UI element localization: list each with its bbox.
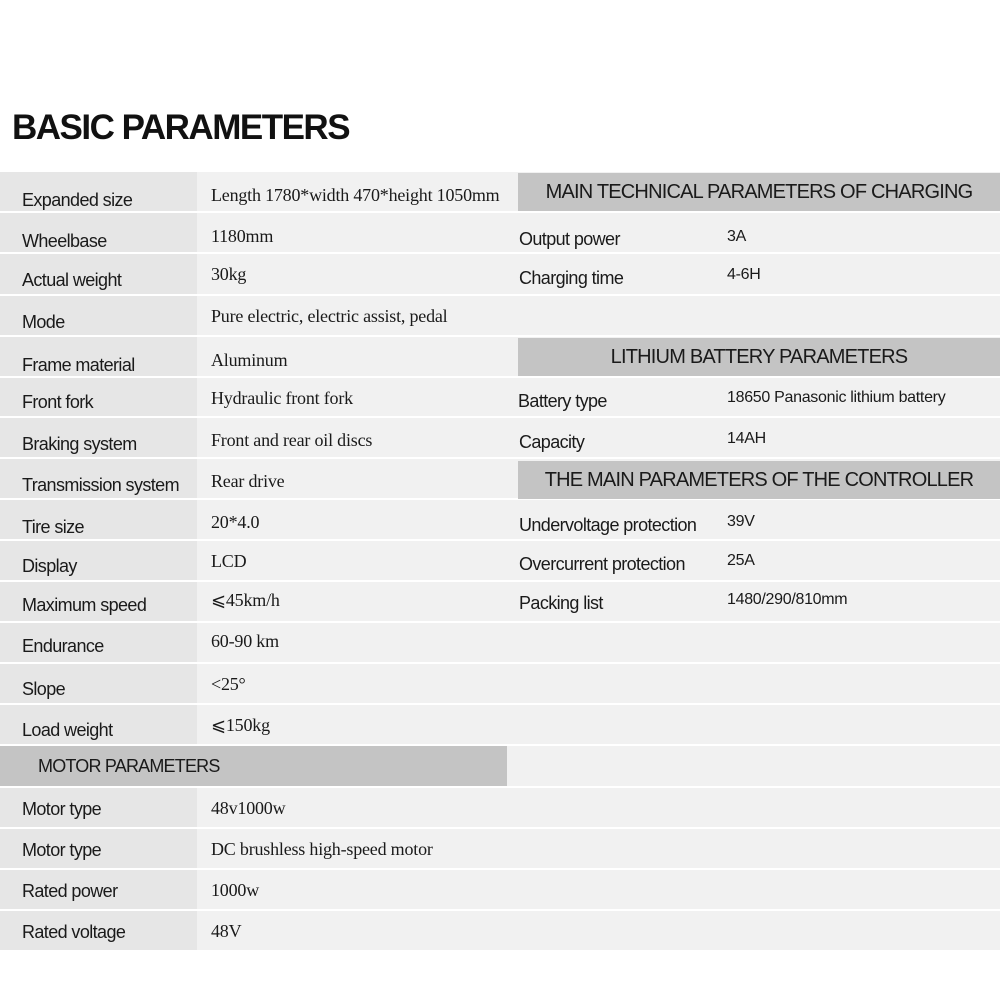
spec-value: 48v1000w (211, 798, 286, 818)
spec-label: Capacity (519, 432, 585, 452)
spec-label: Battery type (518, 391, 607, 411)
spec-label: Overcurrent protection (519, 554, 685, 574)
row-value-bg (197, 705, 1000, 744)
spec-value: 20*4.0 (211, 512, 260, 532)
spec-value: 1000w (211, 880, 259, 900)
spec-value: 48V (211, 921, 242, 941)
row-value-bg (197, 870, 1000, 909)
spec-label: Wheelbase (22, 231, 107, 251)
spec-label: Display (22, 556, 77, 576)
spec-value: Front and rear oil discs (211, 430, 373, 450)
spec-label: Output power (519, 229, 620, 249)
spec-value: 30kg (211, 264, 247, 284)
spec-value: Hydraulic front fork (211, 388, 353, 408)
spec-value: 39V (727, 513, 755, 530)
spec-value: DC brushless high-speed motor (211, 839, 433, 859)
spec-value: 60-90 km (211, 631, 279, 651)
row-value-bg (197, 664, 1000, 703)
spec-label: Frame material (22, 355, 135, 375)
spec-label: Maximum speed (22, 595, 147, 615)
spec-value: ⩽45km/h (211, 590, 280, 610)
spec-value: 14AH (727, 430, 766, 447)
spec-label: Actual weight (22, 270, 122, 290)
spec-label: Motor type (22, 799, 102, 819)
heading-row-bg (507, 746, 1000, 786)
spec-value: 25A (727, 552, 755, 569)
row-value-bg (197, 911, 1000, 950)
spec-label: Expanded size (22, 190, 133, 210)
spec-value: 1480/290/810mm (727, 591, 848, 608)
spec-value: Length 1780*width 470*height 1050mm (211, 185, 500, 205)
row-value-bg (197, 788, 1000, 827)
spec-label: Motor type (22, 840, 102, 860)
spec-label: Packing list (519, 593, 603, 613)
motor-heading: MOTOR PARAMETERS (0, 746, 507, 786)
spec-label: Mode (22, 312, 65, 332)
spec-label: Slope (22, 679, 66, 699)
spec-value: <25° (211, 674, 246, 694)
spec-value: 18650 Panasonic lithium battery (727, 389, 946, 406)
spec-value: Rear drive (211, 471, 285, 491)
spec-value: LCD (211, 551, 247, 571)
spec-label: Front fork (22, 392, 94, 412)
battery-heading: LITHIUM BATTERY PARAMETERS (518, 338, 1000, 376)
spec-label: Load weight (22, 720, 113, 740)
spec-value: ⩽150kg (211, 715, 270, 735)
page-title: BASIC PARAMETERS (12, 108, 350, 147)
spec-value: 1180mm (211, 226, 274, 246)
spec-label: Transmission system (22, 475, 179, 495)
spec-value: 3A (727, 228, 746, 245)
spec-label: Rated voltage (22, 922, 126, 942)
spec-label: Tire size (22, 517, 84, 537)
spec-label: Endurance (22, 636, 104, 656)
spec-value: Pure electric, electric assist, pedal (211, 306, 448, 326)
charging-heading: MAIN TECHNICAL PARAMETERS OF CHARGING (518, 173, 1000, 211)
controller-heading: THE MAIN PARAMETERS OF THE CONTROLLER (518, 461, 1000, 499)
spec-label: Undervoltage protection (519, 515, 697, 535)
spec-value: 4-6H (727, 266, 761, 283)
spec-value: Aluminum (211, 350, 288, 370)
spec-label: Rated power (22, 881, 118, 901)
spec-label: Charging time (519, 268, 624, 288)
row-value-bg (197, 623, 1000, 662)
spec-label: Braking system (22, 434, 137, 454)
